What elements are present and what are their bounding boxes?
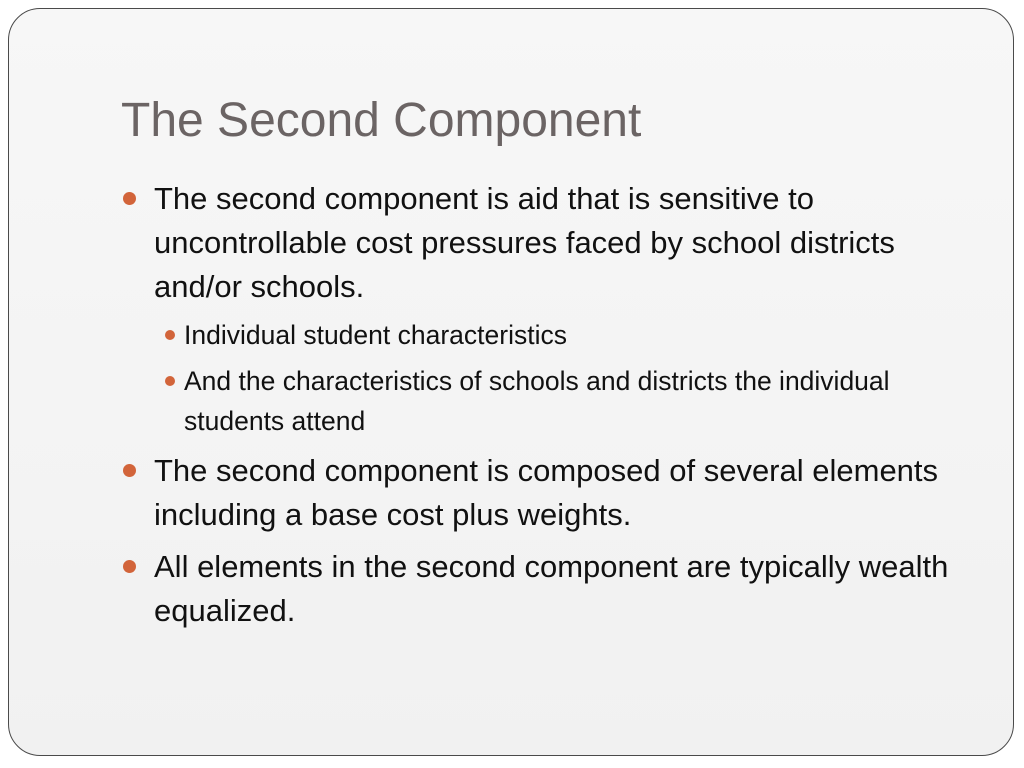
- slide-body: [121, 177, 961, 641]
- bullet-item: [121, 449, 961, 537]
- bullet-dot-icon: [123, 192, 136, 205]
- sub-bullet-item: [154, 315, 961, 355]
- sub-bullet-text: And the characteristics of schools and districts the individual students attend: [184, 366, 890, 436]
- bullet-item: [121, 545, 961, 633]
- sub-bullet-item: [154, 361, 961, 441]
- sub-bullet-dot-icon: [165, 330, 175, 340]
- bullet-item: [121, 177, 961, 441]
- sub-bullet-text: Individual student characteristics: [184, 320, 567, 350]
- slide-frame: [8, 8, 1014, 756]
- slide-title: The Second Component: [121, 94, 642, 147]
- bullet-text: The second component is aid that is sensitive to uncontrollable cost pressures faced by school districts and/or schools.: [154, 181, 895, 304]
- bullet-list: [121, 177, 961, 633]
- sub-bullet-dot-icon: [165, 376, 175, 386]
- sub-bullet-list: [154, 315, 961, 441]
- bullet-dot-icon: [123, 560, 136, 573]
- bullet-dot-icon: [123, 464, 136, 477]
- bullet-text: All elements in the second component are typically wealth equalized.: [154, 549, 949, 628]
- bullet-text: The second component is composed of several elements including a base cost plus weights.: [154, 453, 939, 532]
